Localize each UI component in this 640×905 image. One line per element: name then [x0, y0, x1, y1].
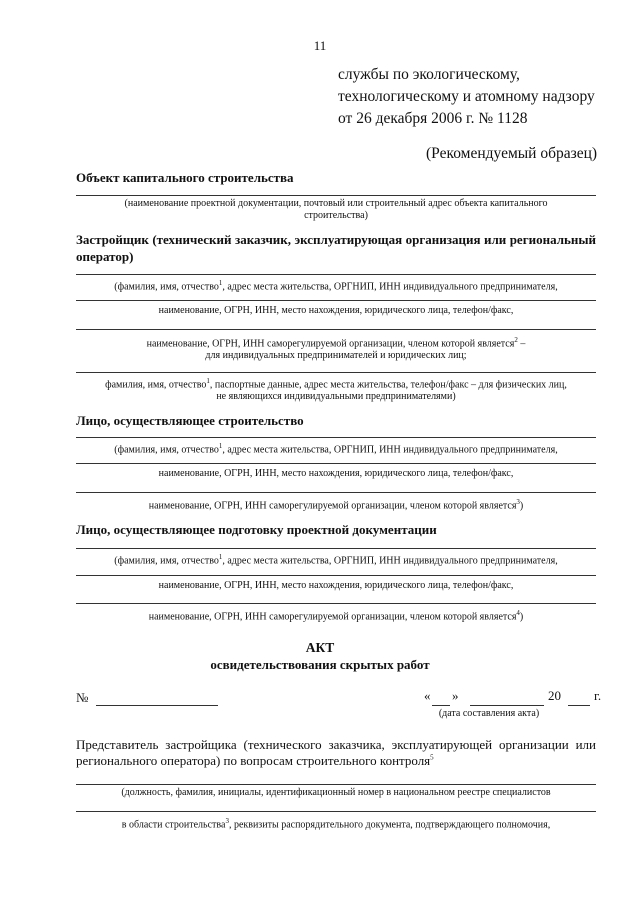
builder-caption-2: наименование, ОГРН, ИНН, место нахождения, юридического лица, телефон/факс, — [158, 468, 514, 479]
representative-line-2-text: регионального оператора) по вопросам строительного контроля — [76, 753, 431, 768]
designer-caption-3-a: наименование, ОГРН, ИНН саморегулируемой организации, членом которой является — [148, 611, 517, 623]
object-caption — [76, 198, 596, 222]
object-heading: Объект капитального строительства — [76, 170, 294, 185]
representative-line-2 — [76, 753, 434, 769]
builder-fill-line-1 — [76, 437, 596, 438]
representative-fill-line-2 — [76, 811, 596, 812]
page-number: 11 — [313, 38, 327, 53]
builder-caption-3-a: наименование, ОГРН, ИНН саморегулируемой организации, членом которой является — [148, 500, 517, 512]
developer-caption-4-b: , паспортные данные, адрес места жительства, телефон/факс – для физических лиц, — [209, 379, 567, 391]
designer-caption-3-b: ) — [519, 611, 524, 623]
developer-caption-3 — [76, 334, 596, 362]
developer-caption-3-a: наименование, ОГРН, ИНН саморегулируемой организации, членом которой является — [146, 338, 515, 350]
footnote-ref: 4 — [516, 609, 520, 617]
designer-heading: Лицо, осуществляющее подготовку проектной документации — [76, 522, 437, 537]
footnote-ref: 3 — [516, 498, 520, 506]
builder-caption-3 — [76, 496, 596, 512]
developer-heading-line-2: оператор) — [76, 249, 134, 264]
footnote-ref: 5 — [430, 753, 434, 762]
footnote-ref: 3 — [225, 817, 229, 825]
builder-fill-line-2 — [76, 463, 596, 464]
representative-caption-1: (должность, фамилия, инициалы, идентификационный номер в национальном реестре специалистов — [121, 787, 551, 798]
designer-fill-line-2 — [76, 575, 596, 576]
developer-caption-3-b: – — [517, 338, 526, 350]
developer-fill-line-2 — [76, 300, 596, 301]
designer-caption-3 — [76, 607, 596, 623]
sample-label: (Рекомендуемый образец) — [426, 145, 598, 162]
designer-caption-1 — [76, 551, 596, 567]
developer-heading-line-1: Застройщик (технический заказчик, эксплуатирующая организация или региональный — [76, 232, 596, 247]
act-number-field[interactable] — [96, 705, 218, 706]
developer-caption-4-c: не являющихся индивидуальными предпринимателями) — [216, 391, 456, 403]
footnote-ref: 1 — [218, 442, 223, 450]
designer-fill-line-1 — [76, 548, 596, 549]
date-year-prefix: 20 — [548, 688, 561, 703]
developer-caption-1 — [76, 277, 596, 293]
designer-fill-line-3 — [76, 603, 596, 604]
developer-caption-4-a: фамилия, имя, отчество — [105, 379, 207, 391]
developer-caption-4 — [76, 375, 596, 403]
developer-fill-line-3 — [76, 329, 596, 330]
representative-caption-2 — [76, 815, 596, 831]
representative-caption-2-a: в области строительства — [121, 819, 226, 831]
act-number-label: № — [76, 690, 89, 705]
builder-heading: Лицо, осуществляющее строительство — [76, 413, 304, 428]
header-line-2: технологическому и атомному надзору — [338, 88, 595, 105]
object-caption-line-2: строительства) — [304, 210, 368, 221]
designer-caption-1-b: , адрес места жительства, ОРГНИП, ИНН индивидуального предпринимателя, — [222, 555, 558, 567]
footnote-ref: 1 — [206, 377, 210, 385]
builder-caption-1-b: , адрес места жительства, ОРГНИП, ИНН индивидуального предпринимателя, — [222, 444, 558, 456]
date-caption: (дата составления акта) — [438, 708, 540, 719]
designer-caption-1-a: (фамилия, имя, отчество — [114, 555, 219, 567]
object-caption-line-1: (наименование проектной документации, почтовый или строительный адрес объекта капитального — [124, 198, 548, 209]
builder-caption-1 — [76, 440, 596, 456]
date-month-field[interactable] — [470, 705, 544, 706]
developer-caption-3-c: для индивидуальных предпринимателей и юридических лиц; — [205, 350, 467, 362]
representative-caption-2-b: , реквизиты распорядительного документа, подтверждающего полномочия, — [228, 819, 551, 831]
footnote-ref: 1 — [218, 279, 223, 287]
developer-fill-line-4 — [76, 372, 596, 373]
designer-caption-2: наименование, ОГРН, ИНН, место нахождения, юридического лица, телефон/факс, — [158, 580, 514, 591]
developer-caption-2: наименование, ОГРН, ИНН, место нахождения, юридического лица, телефон/факс, — [158, 305, 514, 316]
object-fill-line — [76, 195, 596, 196]
builder-caption-1-a: (фамилия, имя, отчество — [114, 444, 219, 456]
date-quote-close: » — [452, 688, 459, 703]
act-title: АКТ — [305, 640, 335, 655]
date-quote-open: « — [424, 688, 431, 703]
header-line-1: службы по экологическому, — [338, 66, 520, 83]
builder-caption-3-b: ) — [519, 500, 524, 512]
builder-fill-line-3 — [76, 492, 596, 493]
date-year-suffix: г. — [594, 688, 602, 703]
date-year-field[interactable] — [568, 705, 590, 706]
date-day-field[interactable] — [432, 705, 450, 706]
developer-caption-1-b: , адрес места жительства, ОРГНИП, ИНН индивидуального предпринимателя, — [222, 281, 558, 293]
representative-line-1: Представитель застройщика (технического заказчика, эксплуатирующей организации или — [76, 737, 596, 752]
header-line-3: от 26 декабря 2006 г. № 1128 — [338, 110, 528, 127]
developer-caption-1-a: (фамилия, имя, отчество — [114, 281, 219, 293]
act-subtitle: освидетельствования скрытых работ — [210, 657, 430, 672]
developer-fill-line-1 — [76, 274, 596, 275]
footnote-ref: 2 — [514, 336, 518, 344]
footnote-ref: 1 — [218, 553, 223, 561]
representative-fill-line-1 — [76, 784, 596, 785]
